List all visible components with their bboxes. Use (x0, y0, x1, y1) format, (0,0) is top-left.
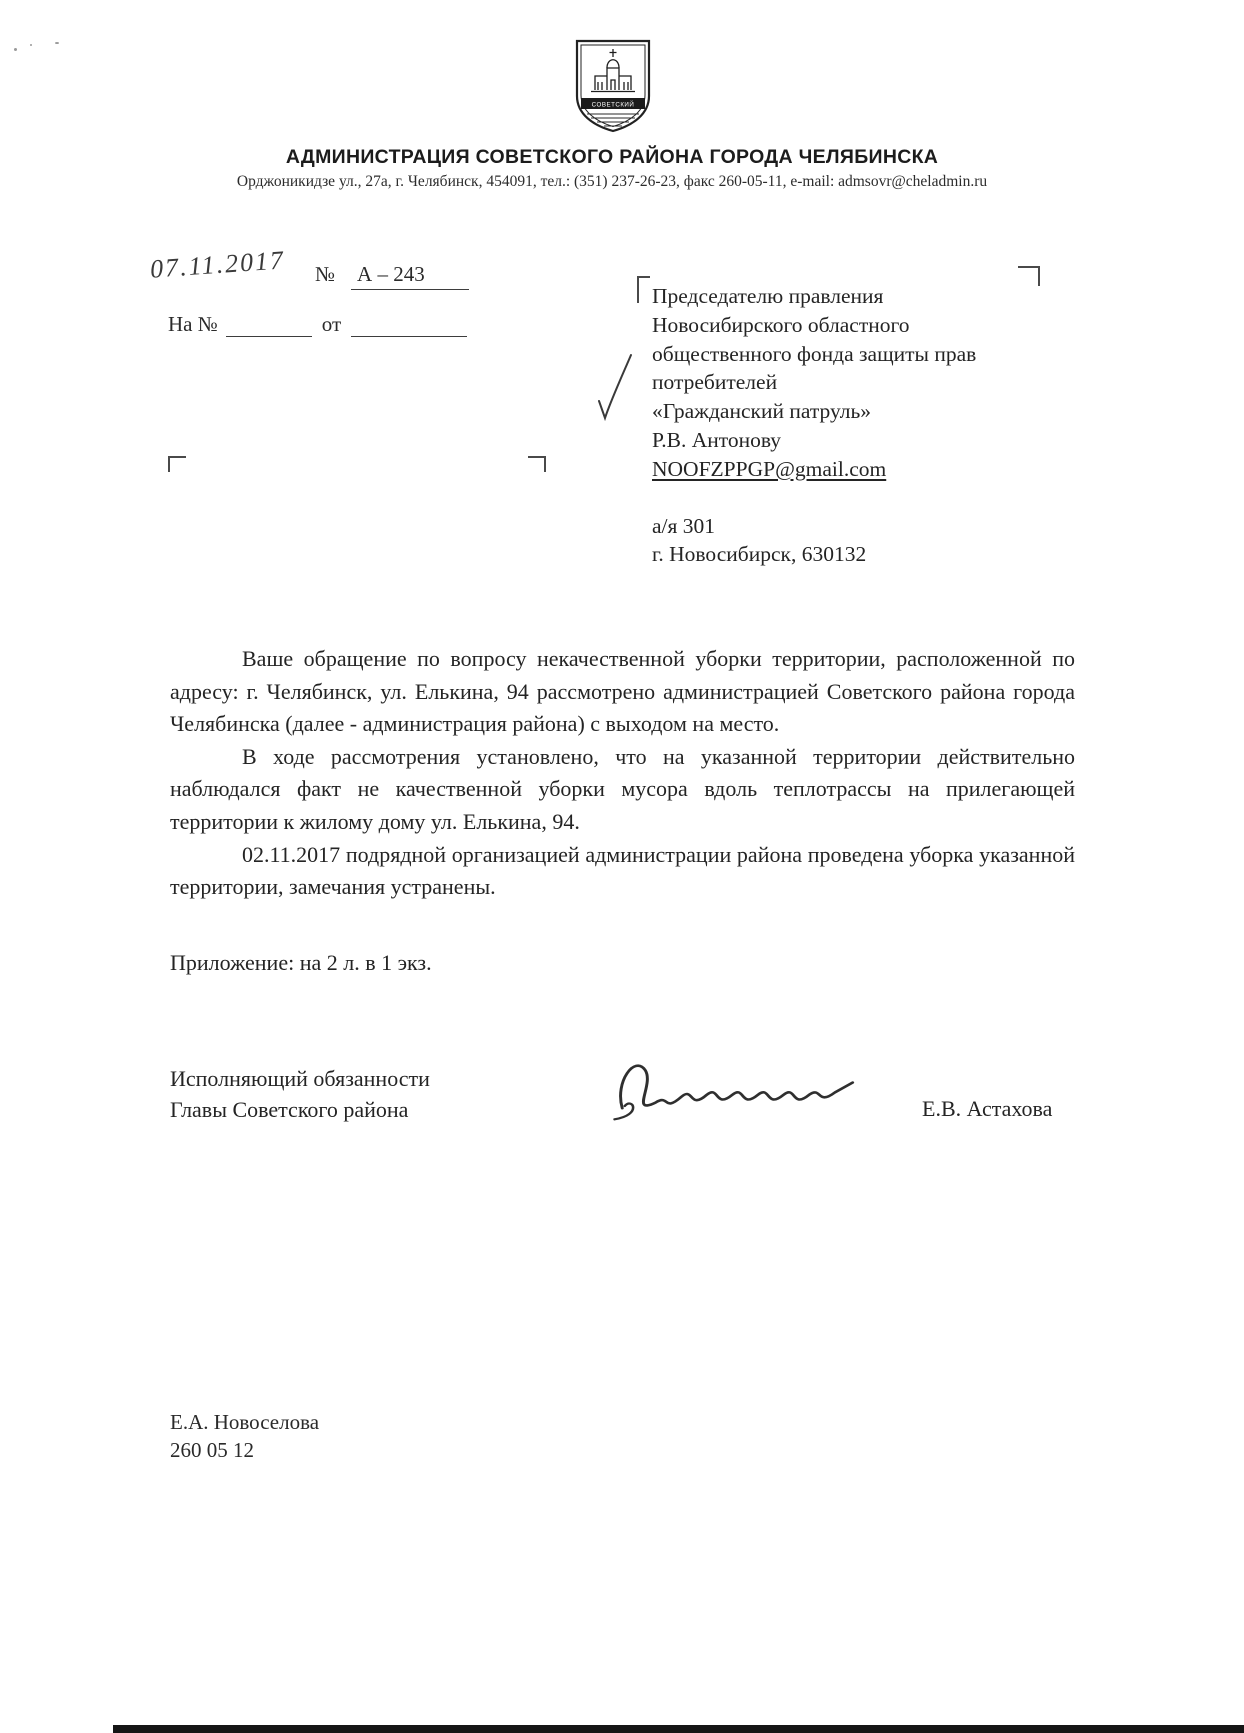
reply-na-label: На № (168, 312, 218, 336)
corner-mark-window-right (528, 456, 546, 472)
corner-mark-top-left (637, 276, 650, 303)
reply-date-blank (351, 315, 467, 337)
addressee-line: потребителей (652, 370, 778, 395)
attachment-line: Приложение: на 2 л. в 1 экз. (170, 950, 432, 975)
addressee-po-box: а/я 301 (652, 513, 716, 538)
scan-noise-dot (55, 42, 59, 44)
reply-ot-label: от (321, 312, 342, 336)
signature-scribble (612, 1048, 868, 1131)
coat-of-arms-emblem (573, 38, 653, 134)
signer-title-line1: Исполняющий обязанности (170, 1066, 430, 1091)
body-paragraph: Ваше обращение по вопросу некачественной уборки территории, расположенной по адресу: г. Челябинск, ул. Елькина, 94 рассмотрено администрацией Советского района города Челябинска (далее - администрация района) с выходом на место. (170, 646, 1075, 737)
scan-noise-dot (30, 44, 32, 46)
handwritten-date: 07.11.2017 (149, 245, 286, 284)
shield-icon (573, 38, 653, 134)
emblem-banner-text: СОВЕТСКИЙ (591, 101, 635, 109)
scan-edge-artifact (113, 1725, 1244, 1733)
org-name: АДМИНИСТРАЦИЯ СОВЕТСКОГО РАЙОНА ГОРОДА ЧЕЛЯБИНСКА (285, 146, 939, 168)
addressee-line: общественного фонда защиты прав (652, 341, 977, 366)
signer-title-line2: Главы Советского района (170, 1097, 409, 1122)
addressee-city: г. Новосибирск, 630132 (652, 542, 867, 567)
addressee-line: Председателю правления (652, 284, 884, 308)
addressee-line: «Гражданский патруль» (652, 399, 872, 424)
body-paragraph: В ходе рассмотрения установлено, что на указанной территории действительно наблюдался факт не качественной уборки мусора вдоль теплотрассы на прилегающей территории к жилому дому ул. Елькина, 94. (170, 743, 1075, 834)
executor-phone: 260 05 12 (170, 1438, 254, 1462)
executor-block (170, 1408, 319, 1464)
signer-name: Е.В. Астахова (922, 1096, 1053, 1121)
corner-mark-window-left (168, 456, 186, 472)
reply-number-blank (226, 315, 312, 337)
addressee-line: Р.В. Антонову (652, 427, 782, 452)
scan-noise-dot (14, 48, 17, 51)
addressee-email: NOOFZPPGP@gmail.com (652, 456, 887, 481)
signer-title (170, 1063, 430, 1125)
reply-reference-line (168, 312, 467, 337)
letter-body (170, 643, 1075, 904)
addressee-block (652, 282, 1052, 569)
ref-number-line (315, 262, 469, 290)
ref-number-value: А – 243 (351, 262, 469, 290)
handwritten-checkmark (596, 352, 634, 431)
addressee-line: Новосибирского областного (652, 312, 910, 337)
executor-name: Е.А. Новоселова (170, 1410, 320, 1434)
ref-number-label: № (315, 262, 336, 286)
contact-line: Орджоникидзе ул., 27а, г. Челябинск, 454091, тел.: (351) 237-26-23, факс 260-05-11, e-mail: admsovr@cheladmin.ru (236, 173, 988, 190)
body-paragraph: 02.11.2017 подрядной организацией администрации района проведена уборка указанной территории, замечания устранены. (170, 841, 1075, 900)
